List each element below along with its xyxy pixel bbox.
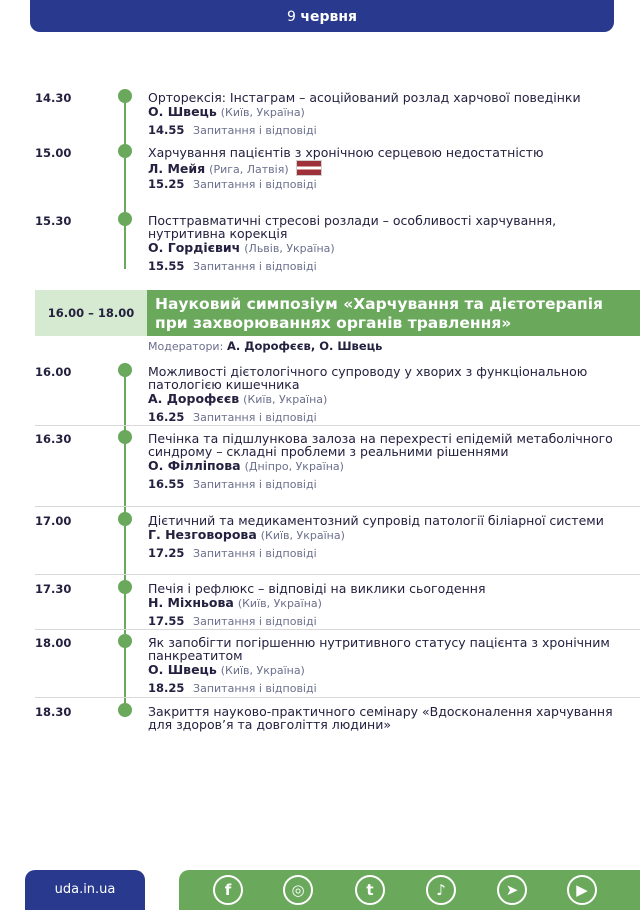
timeline-dot bbox=[118, 430, 132, 444]
timeline-line bbox=[124, 97, 126, 269]
item-divider bbox=[35, 425, 640, 426]
speaker-name: О. Швець bbox=[148, 104, 217, 119]
date-banner bbox=[30, 0, 614, 32]
qa-time: 14.55 bbox=[148, 123, 185, 137]
speaker-city: (Київ, Україна) bbox=[220, 106, 305, 119]
qa-time: 17.55 bbox=[148, 614, 185, 628]
qa-line bbox=[148, 546, 618, 561]
timeline-dot bbox=[118, 512, 132, 526]
qa-time: 15.55 bbox=[148, 259, 185, 273]
item-title: Печія і рефлюкс – відповіді на виклики сьогодення bbox=[148, 581, 486, 596]
item-speaker bbox=[148, 663, 618, 678]
item-time: 18.30 bbox=[35, 705, 72, 719]
timeline-dot bbox=[118, 363, 132, 377]
qa-time: 15.25 bbox=[148, 177, 185, 191]
youtube-icon[interactable]: ▶ bbox=[567, 875, 597, 905]
timeline-dot bbox=[118, 634, 132, 648]
twitter-icon[interactable]: t bbox=[355, 875, 385, 905]
latvia-flag-icon bbox=[296, 160, 322, 176]
qa-time: 16.25 bbox=[148, 410, 185, 424]
item-time: 15.00 bbox=[35, 146, 72, 160]
tiktok-icon[interactable]: ♪ bbox=[426, 875, 456, 905]
item-divider bbox=[35, 629, 640, 630]
item-time: 14.30 bbox=[35, 91, 72, 105]
qa-time: 17.25 bbox=[148, 546, 185, 560]
speaker-city: (Рига, Латвія) bbox=[209, 163, 289, 176]
item-divider bbox=[35, 506, 640, 507]
social-bar bbox=[179, 870, 640, 910]
instagram-icon[interactable]: ◎ bbox=[283, 875, 313, 905]
item-time: 15.30 bbox=[35, 214, 72, 228]
qa-line bbox=[148, 614, 618, 629]
item-title: Харчування пацієнтів з хронічною серцевою недостатністю bbox=[148, 145, 544, 160]
item-time: 17.30 bbox=[35, 582, 72, 596]
moderators-line bbox=[148, 339, 382, 353]
timeline-dot bbox=[118, 212, 132, 226]
speaker-city: (Київ, Україна) bbox=[220, 664, 305, 677]
speaker-name: О. Гордієвич bbox=[148, 240, 241, 255]
timeline-dot bbox=[118, 580, 132, 594]
item-time: 16.30 bbox=[35, 432, 72, 446]
qa-label: Запитання і відповіді bbox=[193, 615, 317, 628]
date-month: червня bbox=[300, 9, 358, 25]
item-divider bbox=[35, 574, 640, 575]
speaker-city: (Київ, Україна) bbox=[260, 529, 345, 542]
qa-line bbox=[148, 681, 618, 696]
timeline-dot bbox=[118, 89, 132, 103]
speaker-city: (Дніпро, Україна) bbox=[244, 460, 344, 473]
speaker-name: Л. Мейя bbox=[148, 161, 206, 176]
speaker-name: А. Дорофєєв bbox=[148, 391, 240, 406]
item-speaker bbox=[148, 392, 618, 407]
speaker-city: (Київ, Україна) bbox=[243, 393, 328, 406]
timeline-dot bbox=[118, 144, 132, 158]
qa-line bbox=[148, 410, 618, 425]
item-title: Дієтичний та медикаментозний супровід патології біліарної системи bbox=[148, 513, 604, 528]
qa-time: 16.55 bbox=[148, 477, 185, 491]
qa-time: 18.25 bbox=[148, 681, 185, 695]
item-time: 17.00 bbox=[35, 514, 72, 528]
qa-label: Запитання і відповіді bbox=[193, 682, 317, 695]
speaker-city: (Львів, Україна) bbox=[244, 242, 335, 255]
qa-label: Запитання і відповіді bbox=[193, 478, 317, 491]
timeline-dot bbox=[118, 703, 132, 717]
speaker-name: Г. Незговорова bbox=[148, 527, 257, 542]
qa-label: Запитання і відповіді bbox=[193, 178, 317, 191]
item-divider bbox=[35, 697, 640, 698]
speaker-name: О. Філліпова bbox=[148, 458, 241, 473]
qa-label: Запитання і відповіді bbox=[193, 260, 317, 273]
item-title: Печінка та підшлункова залоза на перехресті епідемій метаболічного синдрому – складні проблеми з реальними рішеннями bbox=[148, 431, 613, 459]
qa-line bbox=[148, 477, 618, 492]
speaker-name: О. Швець bbox=[148, 662, 217, 677]
telegram-icon[interactable]: ➤ bbox=[497, 875, 527, 905]
facebook-icon[interactable]: f bbox=[213, 875, 243, 905]
qa-line bbox=[148, 177, 618, 192]
qa-label: Запитання і відповіді bbox=[193, 411, 317, 424]
item-speaker bbox=[148, 596, 618, 611]
qa-line bbox=[148, 259, 618, 274]
item-time: 18.00 bbox=[35, 636, 72, 650]
timeline-line bbox=[124, 370, 126, 716]
item-speaker bbox=[148, 459, 618, 474]
symposium-title: Науковий симпозіум «Харчування та дієтотерапія при захворюваннях органів травлення» bbox=[147, 290, 640, 336]
item-title: Як запобігти погіршенню нутритивного статусу пацієнта з хронічним панкреатитом bbox=[148, 635, 610, 663]
item-speaker bbox=[148, 241, 618, 256]
speaker-city: (Київ, Україна) bbox=[237, 597, 322, 610]
website-link[interactable]: uda.in.ua bbox=[25, 870, 145, 910]
item-time: 16.00 bbox=[35, 365, 72, 379]
item-title: Закриття науково-практичного семінару «Вдосконалення харчування для здоров’я та довголіття людини» bbox=[148, 704, 613, 732]
qa-line bbox=[148, 123, 618, 138]
item-speaker bbox=[148, 160, 618, 177]
date-day: 9 bbox=[286, 9, 296, 25]
moderators-names: А. Дорофєєв, О. Швець bbox=[226, 339, 383, 353]
qa-label: Запитання і відповіді bbox=[193, 547, 317, 560]
symposium-time: 16.00 – 18.00 bbox=[35, 290, 147, 336]
item-speaker bbox=[148, 528, 618, 543]
item-speaker bbox=[148, 105, 618, 120]
moderators-label: Модератори: bbox=[148, 340, 224, 353]
qa-label: Запитання і відповіді bbox=[193, 124, 317, 137]
item-title: Можливості дієтологічного супроводу у хворих з функціональною патологією кишечника bbox=[148, 364, 588, 392]
speaker-name: Н. Міхньова bbox=[148, 595, 234, 610]
item-title: Посттравматичні стресові розлади – особливості харчування, нутритивна корекція bbox=[148, 213, 557, 241]
item-title: Орторексія: Інстаграм – асоційований розлад харчової поведінки bbox=[148, 90, 581, 105]
